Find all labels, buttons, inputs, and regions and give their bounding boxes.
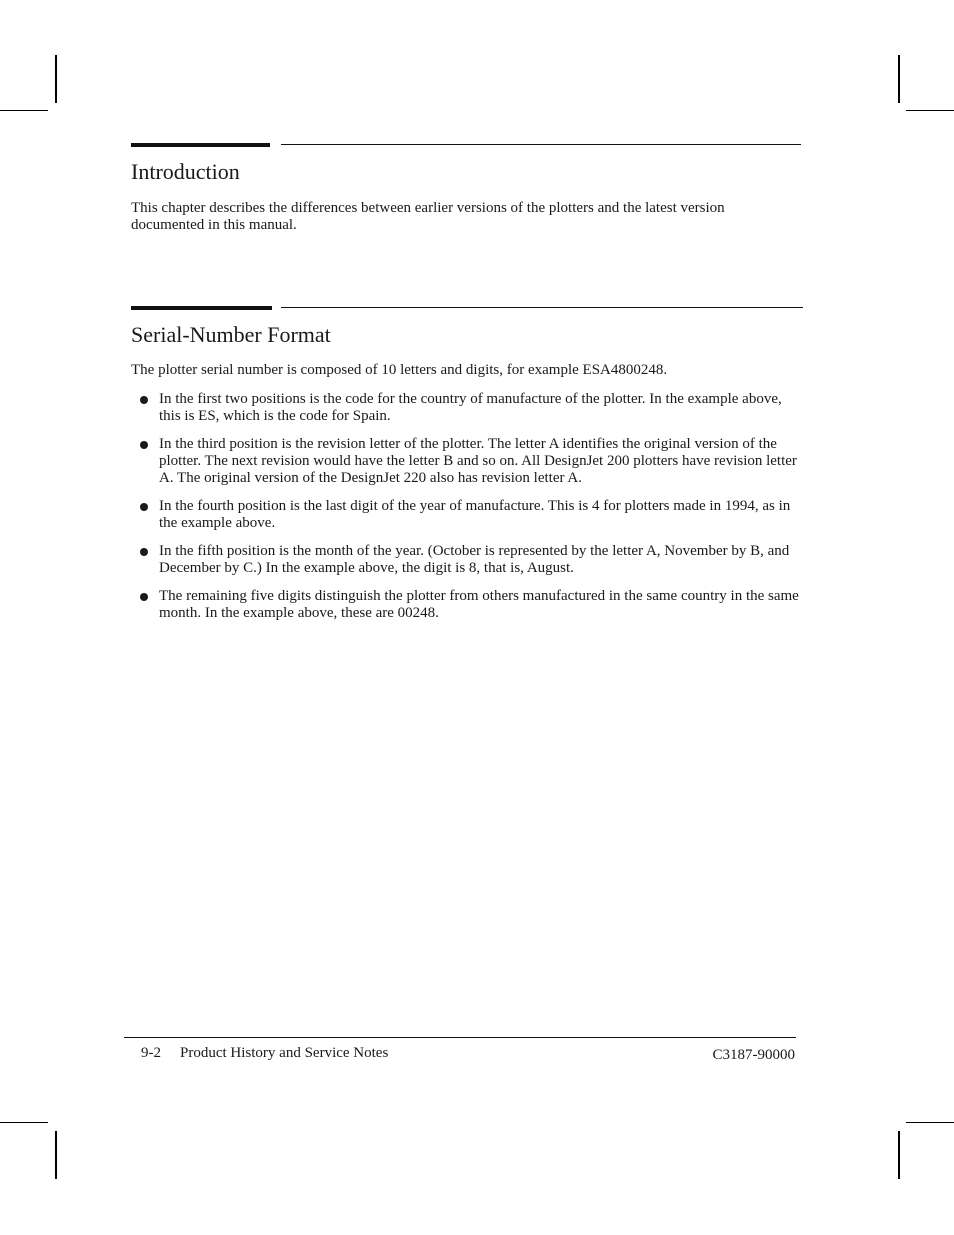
footer-book-title: Product History and Service Notes [180,1045,389,1061]
bullet-icon [140,396,148,404]
bullet-icon [140,593,148,601]
list-item-text: In the first two positions is the code for the country of manufacture of the plotter. In the example above, this is ES, which is the code for Spain. [159,391,782,424]
crop-mark-bottom-right-vertical [898,1131,900,1179]
list-item-text: The remaining five digits distinguish the plotter from others manufactured in the same country in the same month. In the example above, these are 00248. [159,588,799,621]
list-item-text: In the fifth position is the month of the year. (October is represented by the letter A, November by B, and December by C.) In the example above, the digit is 8, that is, August. [159,543,790,576]
crop-mark-top-left-horizontal [0,110,48,111]
crop-mark-bottom-left-horizontal [0,1122,48,1123]
list-item [131,391,801,425]
section-rule-thick [131,306,272,310]
list-item [131,436,801,487]
crop-mark-top-left-vertical [55,55,57,103]
list-item [131,588,801,622]
bullet-icon [140,548,148,556]
section-rule-thin [281,307,803,308]
crop-mark-bottom-right-horizontal [906,1122,954,1123]
footer-page-number: 9-2 [141,1045,161,1061]
introduction-heading: Introduction [131,159,240,184]
crop-mark-bottom-left-vertical [55,1131,57,1179]
serial-number-format-heading: Serial-Number Format [131,322,331,347]
list-item [131,498,801,532]
list-item-text: In the fourth position is the last digit of the year of manufacture. This is 4 for plotters made in 1994, as in the example above. [159,498,791,531]
list-item [131,543,801,577]
introduction-body: This chapter describes the differences between earlier versions of the plotters and the latest version documented in this manual. [131,200,725,233]
crop-mark-top-right-horizontal [906,110,954,111]
serial-number-bullet-list [131,391,801,633]
section-rule-thick [131,143,270,147]
section-rule-thin [281,144,801,145]
serial-number-intro: The plotter serial number is composed of 10 letters and digits, for example ESA4800248. [131,362,668,378]
list-item-text: In the third position is the revision letter of the plotter. The letter A identifies the original version of the plotter. The next revision would have the letter B and so on. All DesignJet 200 plotters have revision letter A. The original version of the DesignJet 220 also has revision letter A. [159,436,797,486]
footer-part-number: C3187-90000 [712,1047,795,1063]
bullet-icon [140,441,148,449]
bullet-icon [140,503,148,511]
footer-rule [124,1037,796,1038]
crop-mark-top-right-vertical [898,55,900,103]
